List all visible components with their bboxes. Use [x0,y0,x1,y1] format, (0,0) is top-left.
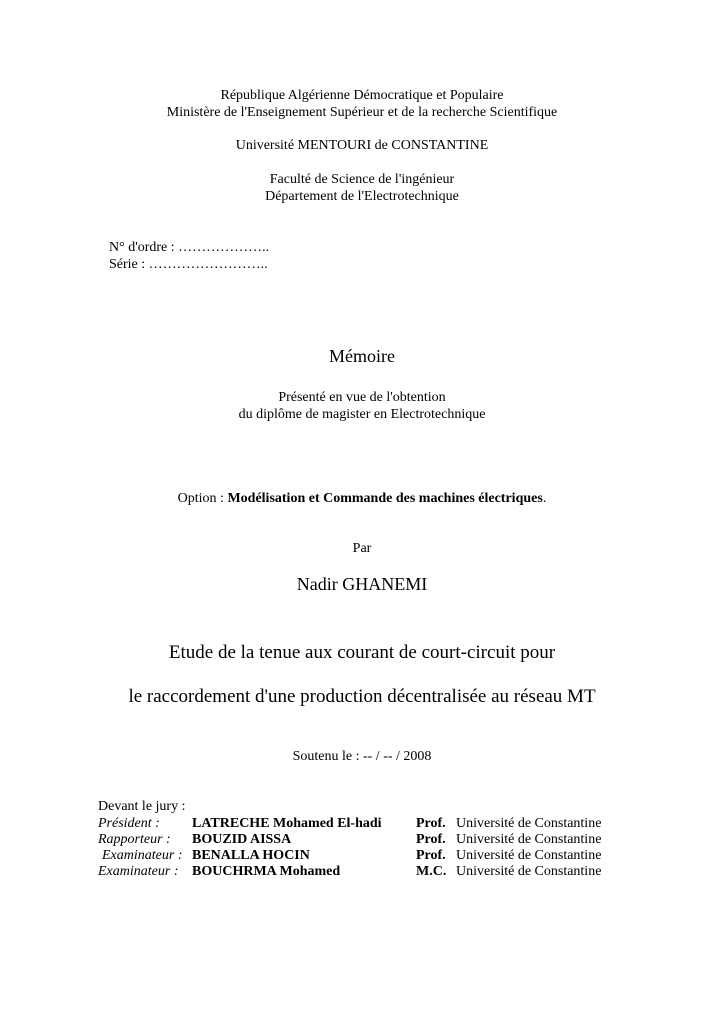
jury-member-row [0,832,724,848]
jury-role: Examinateur : [98,864,179,879]
department-line: Département de l'Electrotechnique [265,189,459,204]
jury-university: Université de Constantine [456,816,602,831]
presented-line-2: du diplôme de magister en Electrotechnique [238,407,486,422]
thesis-title-line-2: le raccordement d'une production décentralisée au réseau MT [128,686,596,707]
republic-line: République Algérienne Démocratique et Populaire [220,88,504,103]
document-type: Mémoire [329,346,395,366]
option-prefix: Option : [177,491,228,506]
jury-heading-text: Devant le jury : [98,799,186,814]
faculty-line: Faculté de Science de l'ingénieur [269,172,455,187]
jury-heading [0,799,724,815]
author-name: Nadir GHANEMI [296,574,428,594]
defense-date: Soutenu le : -- / -- / 2008 [292,749,432,764]
jury-role: Président : [98,816,160,831]
ministry-line: Ministère de l'Enseignement Supérieur et de la recherche Scientifique [166,105,558,120]
jury-member-row [0,848,724,864]
jury-grade: Prof. [416,816,446,831]
presented-line-1: Présenté en vue de l'obtention [278,390,446,405]
jury-name: BOUZID AISSA [192,832,292,847]
by-label: Par [352,541,372,556]
jury-name: LATRECHE Mohamed El-hadi [192,816,382,831]
jury-name: BOUCHRMA Mohamed [192,864,341,879]
option-value: Modélisation et Commande des machines électriques [227,491,543,506]
option-suffix: . [542,491,547,506]
jury-university: Université de Constantine [456,864,602,879]
jury-member-row [0,864,724,880]
thesis-title-line-1: Etude de la tenue aux courant de court-circuit pour [168,642,556,663]
series-line: Série : …………………….. [109,257,268,272]
jury-university: Université de Constantine [456,848,602,863]
jury-role: Examinateur : [102,848,183,863]
order-number-line: N° d'ordre : ……………….. [109,240,270,255]
jury-university: Université de Constantine [456,832,602,847]
jury-grade: Prof. [416,848,446,863]
jury-name: BENALLA HOCIN [192,848,310,863]
jury-member-row [0,816,724,832]
jury-grade: M.C. [416,864,447,879]
option-line [0,490,724,507]
jury-role: Rapporteur : [98,832,171,847]
jury-grade: Prof. [416,832,446,847]
university-line: Université MENTOURI de CONSTANTINE [235,138,489,153]
